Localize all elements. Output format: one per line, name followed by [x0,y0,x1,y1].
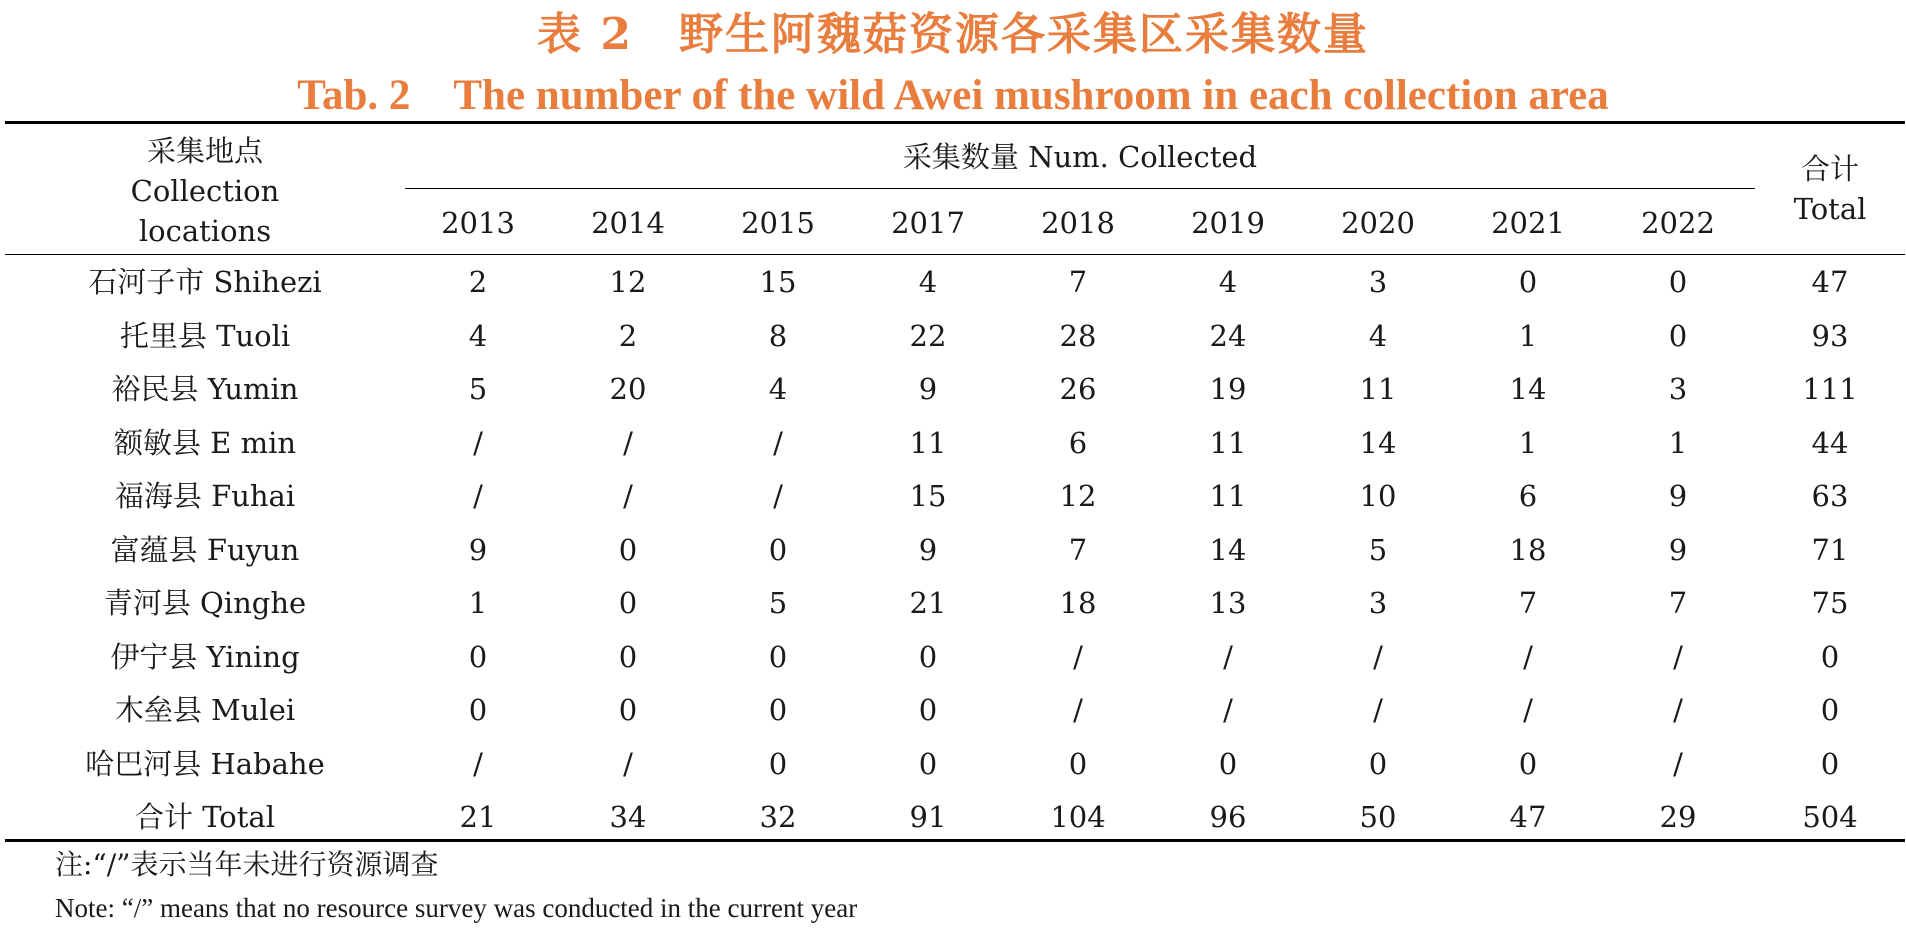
count-cell: 18 [1059,586,1097,620]
count-cell: 0 [468,693,488,727]
count-cell: 9 [468,533,488,567]
count-cell: 0 [618,693,638,727]
count-cell: 1 [1668,426,1688,460]
count-cell: 2 [468,265,488,299]
count-cell: 0 [468,640,488,674]
count-cell: 4 [1218,265,1238,299]
count-cell: 0 [768,747,788,781]
count-cell: / [623,747,633,781]
header-sub-rule [405,188,1755,189]
count-cell: / [1373,693,1383,727]
year-header: 2020 [1341,206,1415,240]
header-location-en-line1: Collection [130,174,280,208]
count-cell: 9 [1668,479,1688,513]
year-header: 2013 [441,206,515,240]
count-cell: 3 [1368,586,1388,620]
count-cell: / [1223,640,1233,674]
count-cell: 28 [1059,319,1097,353]
count-cell: 19 [1209,372,1247,406]
count-cell: 4 [768,372,788,406]
bottom-rule [5,839,1905,842]
total-cell: 504 [1802,800,1858,834]
count-cell: 0 [918,747,938,781]
count-cell: 0 [1368,747,1388,781]
table-title-chinese: 表 2 野生阿魏菇资源各采集区采集数量 [537,9,1369,60]
year-header: 2018 [1041,206,1115,240]
count-cell: / [1673,747,1683,781]
count-cell: / [1523,693,1533,727]
count-cell: 12 [609,265,647,299]
location-cell: 托里县 Tuoli [119,319,291,353]
total-cell: 0 [1820,640,1840,674]
count-cell: 7 [1668,586,1688,620]
count-cell: 3 [1368,265,1388,299]
header-rule [5,254,1905,255]
count-cell: 2 [618,319,638,353]
count-cell: / [623,426,633,460]
count-cell: / [1073,693,1083,727]
count-cell: / [1673,693,1683,727]
count-cell: 0 [618,586,638,620]
count-cell: 50 [1359,800,1397,834]
total-cell: 71 [1811,533,1849,567]
count-cell: 9 [918,372,938,406]
count-cell: 0 [1218,747,1238,781]
total-cell: 0 [1820,693,1840,727]
year-header: 2014 [591,206,665,240]
count-cell: 7 [1518,586,1538,620]
count-cell: 7 [1068,533,1088,567]
header-total-cn: 合计 [1800,152,1859,186]
location-cell: 福海县 Fuhai [114,479,296,513]
location-cell: 裕民县 Yumin [111,372,299,406]
count-cell: 5 [768,586,788,620]
count-cell: 14 [1509,372,1547,406]
count-cell: 20 [609,372,647,406]
table-title-english: Tab. 2 The number of the wild Awei mushroom in each collection area [297,72,1609,119]
count-cell: 22 [909,319,947,353]
count-cell: 0 [1518,747,1538,781]
count-cell: 11 [1359,372,1397,406]
count-cell: 4 [1368,319,1388,353]
location-cell: 石河子市 Shihezi [88,265,322,299]
count-cell: 4 [468,319,488,353]
total-cell: 0 [1820,747,1840,781]
count-cell: 5 [468,372,488,406]
header-location-en-line2: locations [138,214,272,248]
count-cell: 34 [609,800,647,834]
count-cell: / [1373,640,1383,674]
header-total-en: Total [1793,192,1867,226]
count-cell: 12 [1059,479,1097,513]
count-cell: 0 [1668,319,1688,353]
count-cell: / [1673,640,1683,674]
count-cell: 11 [909,426,947,460]
year-header: 2015 [741,206,815,240]
total-cell: 111 [1802,372,1858,406]
count-cell: / [1523,640,1533,674]
count-cell: 5 [1368,533,1388,567]
count-cell: / [773,479,783,513]
count-cell: 24 [1209,319,1247,353]
count-cell: 21 [909,586,947,620]
count-cell: 1 [468,586,488,620]
location-cell: 合计 Total [135,800,275,834]
count-cell: 0 [618,533,638,567]
header-location-cn: 采集地点 [146,134,263,168]
year-header: 2019 [1191,206,1265,240]
count-cell: 0 [768,640,788,674]
count-cell: / [1073,640,1083,674]
year-header: 2021 [1491,206,1565,240]
count-cell: 32 [759,800,797,834]
count-cell: 0 [1068,747,1088,781]
count-cell: 0 [1518,265,1538,299]
location-cell: 额敏县 E min [113,426,297,460]
count-cell: 18 [1509,533,1547,567]
count-cell: 7 [1068,265,1088,299]
year-header: 2017 [891,206,965,240]
count-cell: 13 [1209,586,1247,620]
count-cell: 91 [909,800,947,834]
count-cell: 0 [768,533,788,567]
header-total [1760,149,1900,229]
count-cell: 15 [909,479,947,513]
count-cell: / [473,479,483,513]
count-cell: 26 [1059,372,1097,406]
count-cell: 29 [1659,800,1697,834]
total-cell: 63 [1811,479,1849,513]
year-header: 2022 [1641,206,1715,240]
count-cell: 1 [1518,426,1538,460]
total-cell: 47 [1811,265,1849,299]
count-cell: 15 [759,265,797,299]
count-cell: 6 [1518,479,1538,513]
header-location [55,131,355,251]
count-cell: 0 [918,693,938,727]
location-cell: 伊宁县 Yining [110,640,300,674]
count-cell: 96 [1209,800,1247,834]
count-cell: 9 [1668,533,1688,567]
top-rule [5,121,1905,124]
count-cell: / [473,747,483,781]
total-cell: 44 [1811,426,1849,460]
location-cell: 青河县 Qinghe [103,586,307,620]
count-cell: 11 [1209,479,1247,513]
location-cell: 哈巴河县 Habahe [85,747,325,781]
count-cell: 6 [1068,426,1088,460]
count-cell: / [473,426,483,460]
count-cell: 0 [618,640,638,674]
location-cell: 富蕴县 Fuyun [110,533,300,567]
count-cell: 3 [1668,372,1688,406]
count-cell: 47 [1509,800,1547,834]
count-cell: 11 [1209,426,1247,460]
count-cell: 0 [918,640,938,674]
count-cell: 9 [918,533,938,567]
count-cell: 1 [1518,319,1538,353]
note-english: Note: “/” means that no resource survey was conducted in the current year [55,893,858,923]
count-cell: / [623,479,633,513]
count-cell: / [773,426,783,460]
count-cell: 0 [768,693,788,727]
count-cell: 14 [1359,426,1397,460]
count-cell: 0 [1668,265,1688,299]
total-cell: 75 [1811,586,1849,620]
count-cell: 8 [768,319,788,353]
count-cell: 10 [1359,479,1397,513]
header-num-collected: 采集数量 Num. Collected [902,140,1258,174]
total-cell: 93 [1811,319,1849,353]
count-cell: 4 [918,265,938,299]
count-cell: 14 [1209,533,1247,567]
count-cell: 104 [1050,800,1106,834]
note-chinese: 注:“/”表示当年未进行资源调查 [55,848,439,881]
location-cell: 木垒县 Mulei [114,693,296,727]
count-cell: / [1223,693,1233,727]
count-cell: 21 [459,800,497,834]
